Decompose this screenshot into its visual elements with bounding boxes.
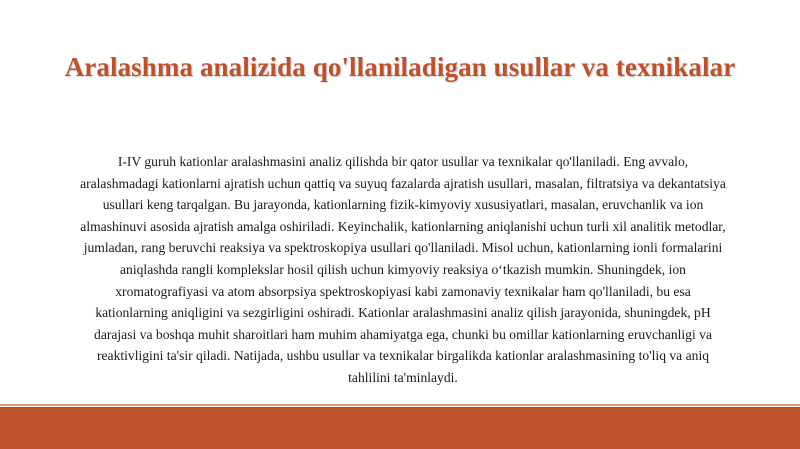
footer-accent-line xyxy=(0,404,800,406)
slide-body-text: I-IV guruh kationlar aralashmasini analiz qilishda bir qator usullar va texnikalar qo'llaniladi. Eng avvalo, aralashmadagi kationlarni ajratish uchun qattiq va suyuq fazalarda ajratish usullari, masalan, filtratsiya va dekantatsiya usullari keng tarqalgan. Bu jarayonda, kationlarning fizik-kimyoviy xususiyatlari, masalan, eruvchanlik va ion almashinuvi asosida ajratish amalga oshiriladi. Keyinchalik, kationlarning aniqlanishi uchun turli xil analitik metodlar, jumladan, rang beruvchi reaksiya va spektroskopiya usullari qo'llaniladi. Misol uchun, kationlarning ionli formalarini aniqlashda rangli komplekslar hosil qilish uchun kimyoviy reaksiya o‘tkazish mumkin. Shuningdek, ion xromatografiyasi va atom absorpsiya spektroskopiyasi kabi zamonaviy texnikalar ham qo'llaniladi, bu esa kationlarning aniqligini va sezgirligini oshiradi. Kationlar aralashmasini analiz qilish jarayonida, shuningdek, pH darajasi va boshqa muhit sharoitlari ham muhim ahamiyatga ega, chunki bu omillar kationlarning eruvchanligi va reaktivligini ta'sir qiladi. Natijada, ushbu usullar va texnikalar birgalikda kationlar aralashmasining to'liq va aniq tahlilini ta'minlaydi. xyxy=(80,154,726,385)
slide-title: Aralashma analizida qo'llaniladigan usullar va texnikalar xyxy=(64,52,736,82)
footer-bar xyxy=(0,407,800,449)
